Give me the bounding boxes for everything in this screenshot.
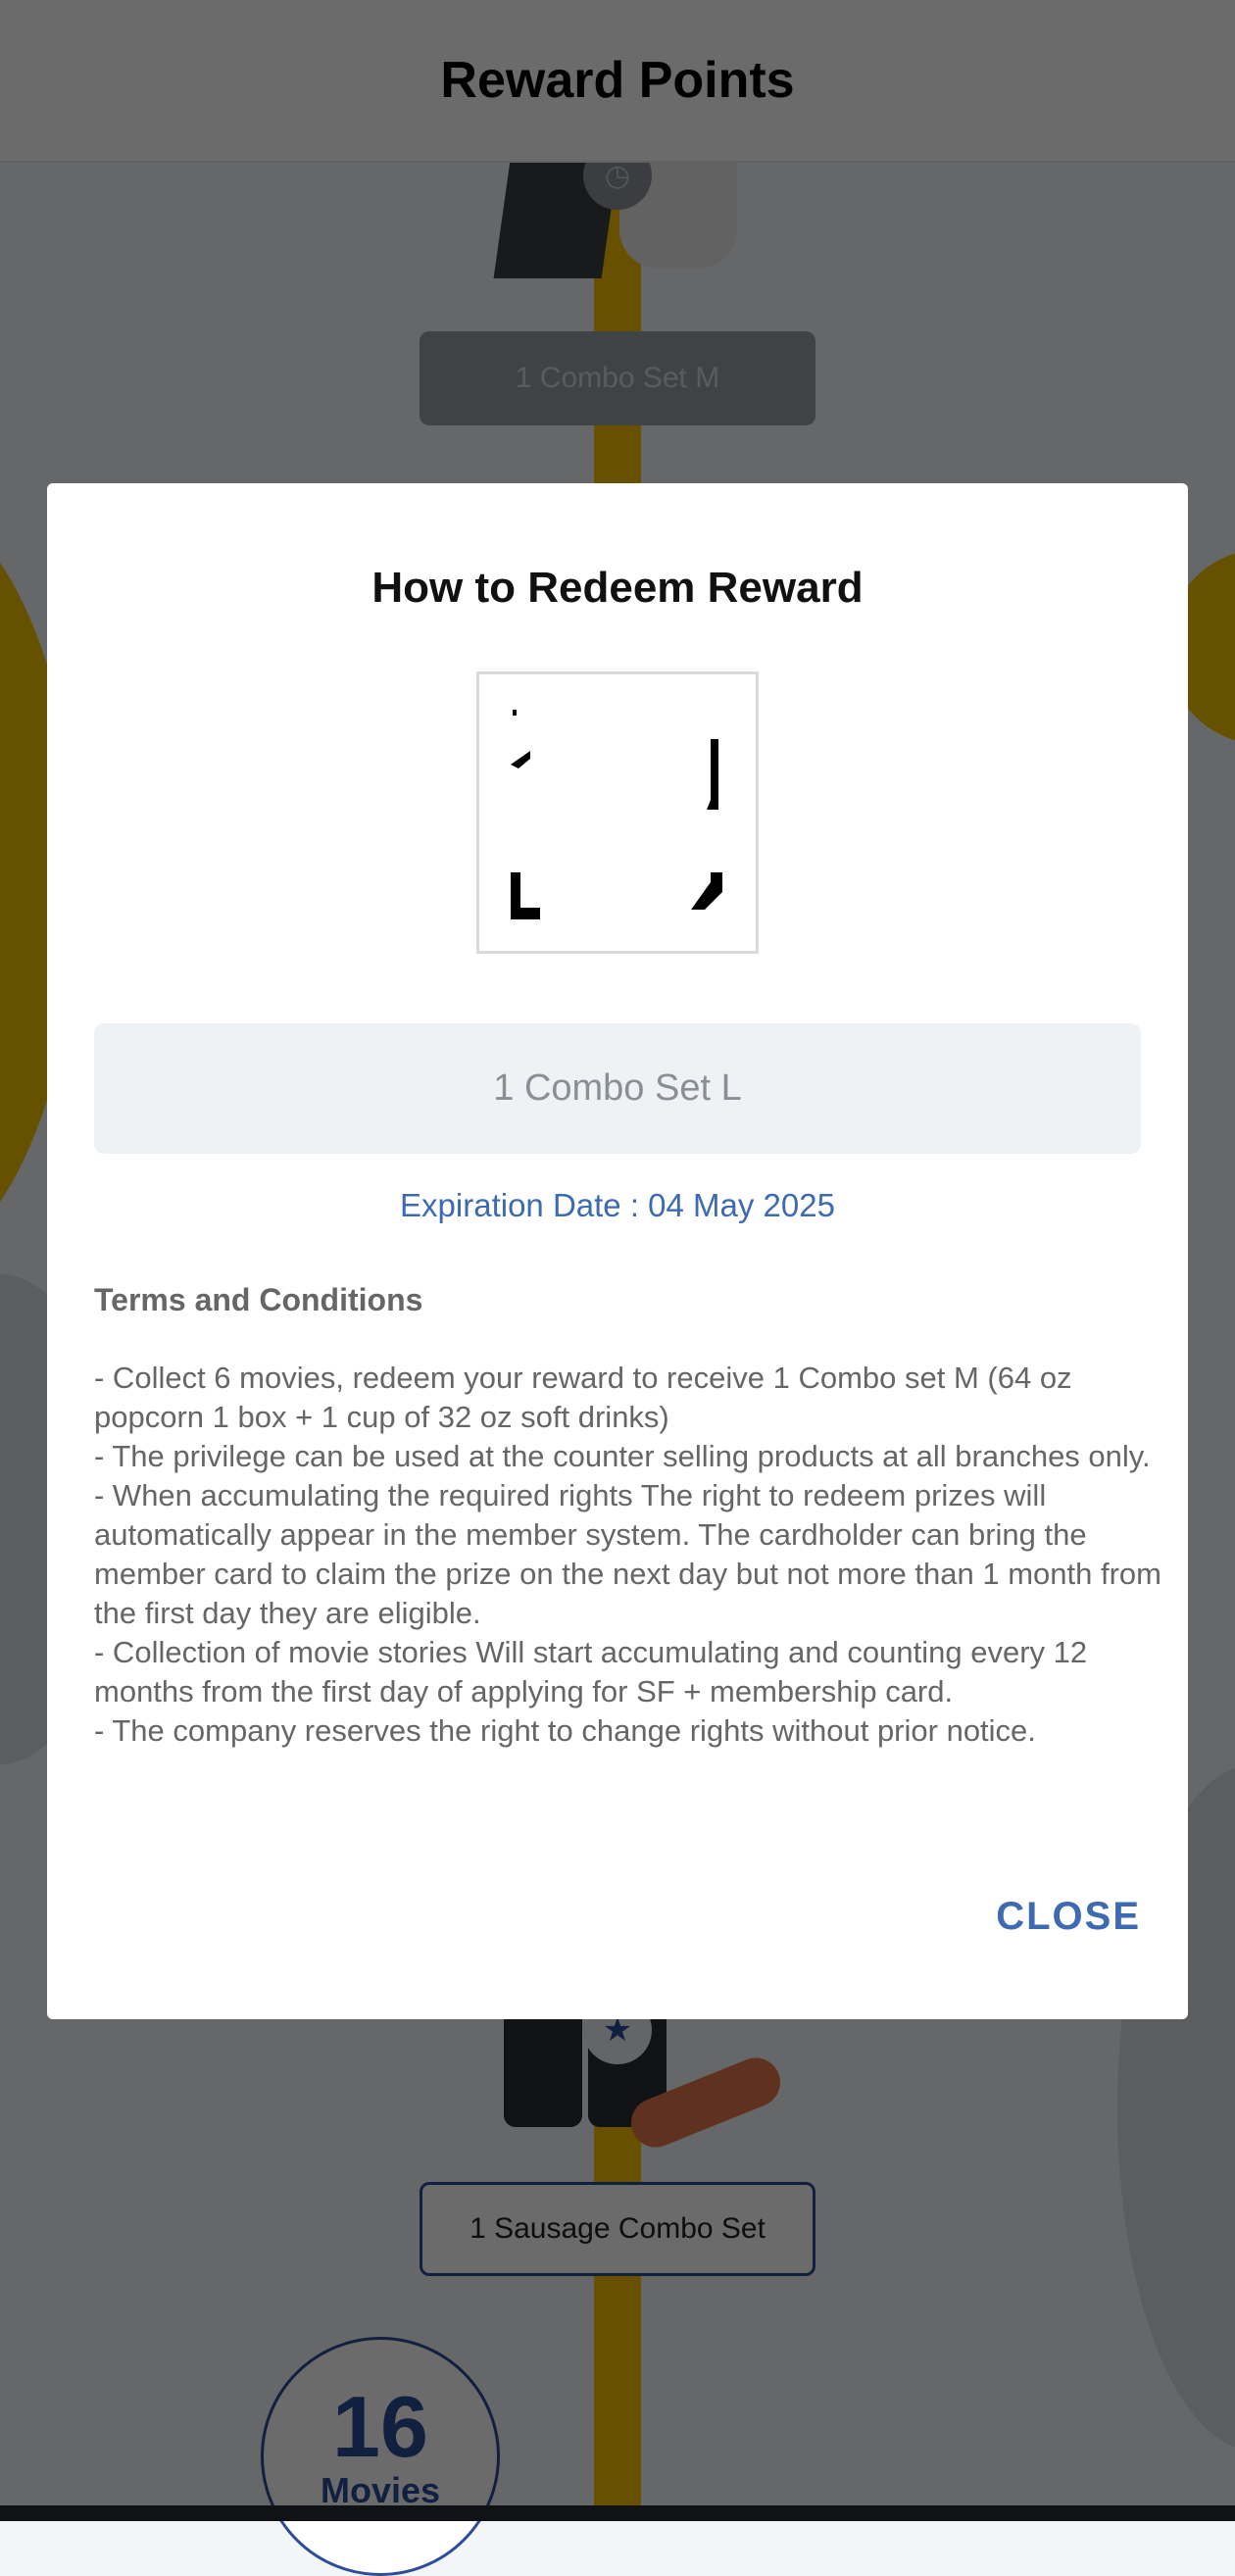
terms-heading: Terms and Conditions: [94, 1282, 423, 1317]
qr-code-icon: [479, 674, 756, 951]
qr-code: [476, 671, 759, 954]
terms-body: - Collect 6 movies, redeem your reward to receive 1 Combo set M (64 oz popcorn 1 box + 1 cup of 32 oz soft drinks) - The privilege can be used at the counter selling products at all branches only. - When accumulating the required rights The right to redeem prizes will automatically appear in the member system. The cardholder can bring the member card to claim the prize on the next day but not more than 1 month from the first day they are eligible. - Collection of movie stories Will start accumulating and counting every 12 months from the first day of applying for SF + membership card. - The company reserves the right to change rights without prior notice.: [94, 1361, 1161, 1748]
close-button[interactable]: CLOSE: [996, 1895, 1141, 1938]
dialog-title: How to Redeem Reward: [371, 564, 864, 612]
redeem-reward-dialog: [47, 483, 1188, 2019]
reward-name-field: 1 Combo Set L: [94, 1023, 1141, 1154]
expiration-date: Expiration Date : 04 May 2025: [400, 1187, 835, 1223]
